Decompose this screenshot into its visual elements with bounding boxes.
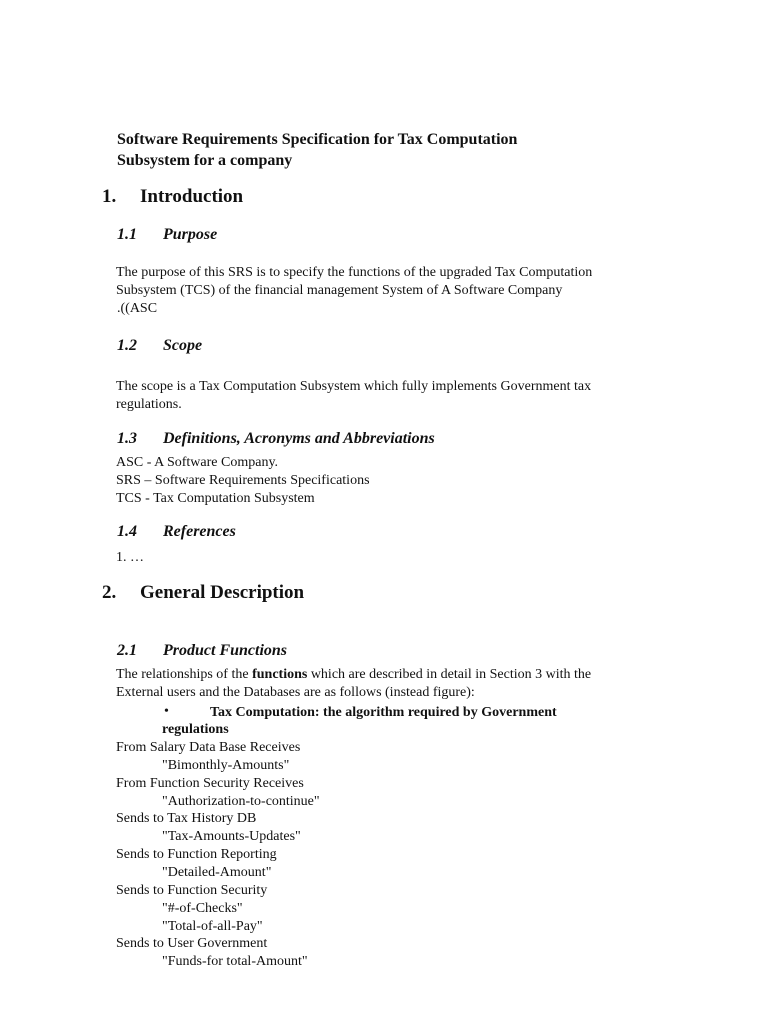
flow-label: Sends to User Government	[116, 936, 268, 951]
document-title-line-2: Subsystem for a company	[117, 152, 293, 169]
purpose-text-line-1: The purpose of this SRS is to specify the functions of the upgraded Tax Computation	[116, 265, 593, 280]
flow-item: "Tax-Amounts-Updates"	[162, 829, 301, 844]
product-functions-intro-line-2: External users and the Databases are as follows (instead figure):	[116, 685, 475, 700]
intro-bold-text: functions	[252, 667, 308, 682]
purpose-text-line-3: .((ASC	[117, 301, 158, 316]
section-1-1-number: 1.1	[117, 226, 137, 243]
flow-item: "Authorization-to-continue"	[162, 794, 320, 809]
reference-item: 1. …	[116, 550, 144, 565]
section-1-4-title: References	[163, 523, 236, 540]
flow-label: From Salary Data Base Receives	[116, 740, 301, 755]
scope-text-line-1: The scope is a Tax Computation Subsystem which fully implements Government tax	[116, 379, 592, 394]
bullet-text-line-2: regulations	[162, 722, 229, 737]
flow-item: "Bimonthly-Amounts"	[162, 758, 290, 773]
flow-item: "Detailed-Amount"	[162, 865, 272, 880]
intro-text: which are described in detail in Section 3 with the	[307, 667, 592, 682]
section-1-2-number: 1.2	[117, 337, 137, 354]
section-1-3-number: 1.3	[117, 430, 137, 447]
section-2-1-title: Product Functions	[163, 642, 288, 659]
purpose-text-line-2: Subsystem (TCS) of the financial management System of A Software Company	[116, 283, 563, 298]
section-1-2-heading	[117, 337, 417, 357]
section-2-1-heading	[117, 642, 417, 662]
section-1-3-heading	[117, 430, 517, 450]
section-1-3-title: Definitions, Acronyms and Abbreviations	[163, 430, 435, 447]
flow-item: "Funds-for total-Amount"	[162, 954, 308, 969]
section-1-number: 1.	[102, 186, 117, 207]
scope-text-line-2: regulations.	[116, 397, 182, 412]
section-2-title: General Description	[140, 582, 305, 603]
definition-item: ASC - A Software Company.	[116, 455, 279, 470]
product-functions-intro-line-1	[116, 666, 591, 684]
flow-label: Sends to Tax History DB	[116, 811, 257, 826]
section-1-4-number: 1.4	[117, 523, 137, 540]
bullet-text-line-1: Tax Computation: the algorithm required by Government	[210, 705, 557, 720]
intro-text: The relationships of the	[116, 667, 253, 682]
section-2-1-number: 2.1	[117, 642, 137, 659]
flow-item: "#-of-Checks"	[162, 901, 243, 916]
section-1-heading	[102, 186, 402, 210]
section-2-heading	[102, 582, 452, 606]
section-1-1-heading	[117, 226, 417, 246]
section-1-title: Introduction	[140, 186, 244, 207]
flow-item: "Total-of-all-Pay"	[162, 919, 263, 934]
section-2-number: 2.	[102, 582, 117, 603]
definition-item: TCS - Tax Computation Subsystem	[116, 491, 315, 506]
section-1-2-title: Scope	[163, 337, 203, 354]
section-1-4-heading	[117, 523, 417, 543]
section-1-1-title: Purpose	[163, 226, 218, 243]
flow-label: Sends to Function Security	[116, 883, 268, 898]
definition-item: SRS – Software Requirements Specifications	[116, 473, 370, 488]
bullet-icon: •	[164, 704, 169, 719]
flow-label: From Function Security Receives	[116, 776, 304, 791]
document-title-line-1: Software Requirements Specification for Tax Computation	[117, 131, 518, 148]
flow-label: Sends to Function Reporting	[116, 847, 277, 862]
